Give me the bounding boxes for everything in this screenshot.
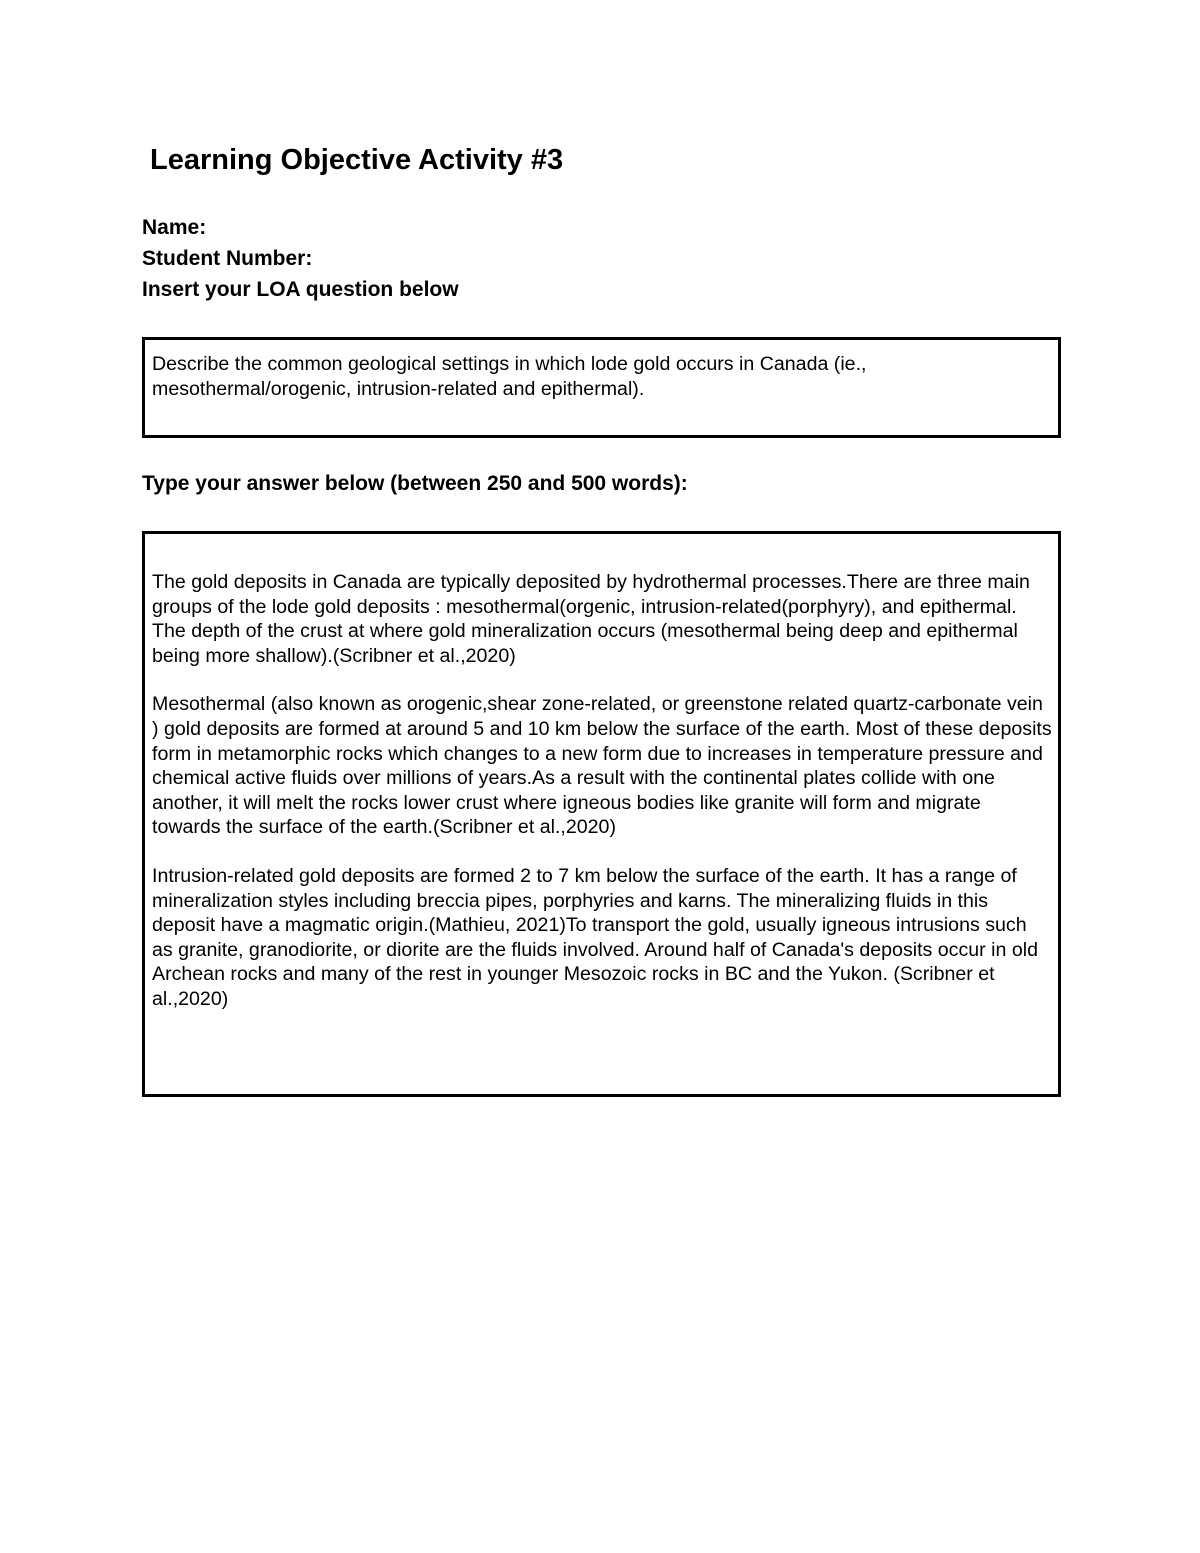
document-title: Learning Objective Activity #3 xyxy=(150,144,564,176)
answer-heading: Type your answer below (between 250 and 500 words): xyxy=(142,472,688,495)
answer-box xyxy=(142,531,1061,1097)
question-text: Describe the common geological settings in which lode gold occurs in Canada (ie., mesothermal/orogenic, intrusion-related and epithermal). xyxy=(152,353,867,400)
student-number-label: Student Number: xyxy=(142,247,313,270)
question-box xyxy=(142,337,1061,438)
answer-paragraph-mesothermal: Mesothermal (also known as orogenic,shear zone-related, or greenstone related quartz-carbonate vein ) gold deposits are formed at around 5 and 10 km below the surface of the earth. Most of these deposits form in metamorphic rocks which changes to a new form due to increases in temperature pressure and chemical active fluids over millions of years.As a result with the continental plates collide with one another, it will melt the rocks lower crust where igneous bodies like granite will form and migrate towards the surface of the earth.(Scribner et al.,2020) xyxy=(152,693,1052,839)
question-heading: Insert your LOA question below xyxy=(142,278,459,301)
name-label: Name: xyxy=(142,216,207,239)
answer-paragraph-overview: The gold deposits in Canada are typically deposited by hydrothermal processes.There are three main groups of the lode gold deposits : mesothermal(orgenic, intrusion-related(porphyry), and epithermal. The depth of the crust at where gold mineralization occurs (mesothermal being deep and epithermal being more shallow).(Scribner et al.,2020) xyxy=(152,571,1030,667)
answer-paragraph-intrusion-related: Intrusion-related gold deposits are formed 2 to 7 km below the surface of the earth. It has a range of mineralization styles including breccia pipes, porphyries and karns. The mineralizing fluids in this deposit have a magmatic origin.(Mathieu, 2021)To transport the gold, usually igneous intrusions such as granite, granodiorite, or diorite are the fluids involved. Around half of Canada's deposits occur in old Archean rocks and many of the rest in younger Mesozoic rocks in BC and the Yukon. (Scribner et al.,2020) xyxy=(152,864,1038,1010)
